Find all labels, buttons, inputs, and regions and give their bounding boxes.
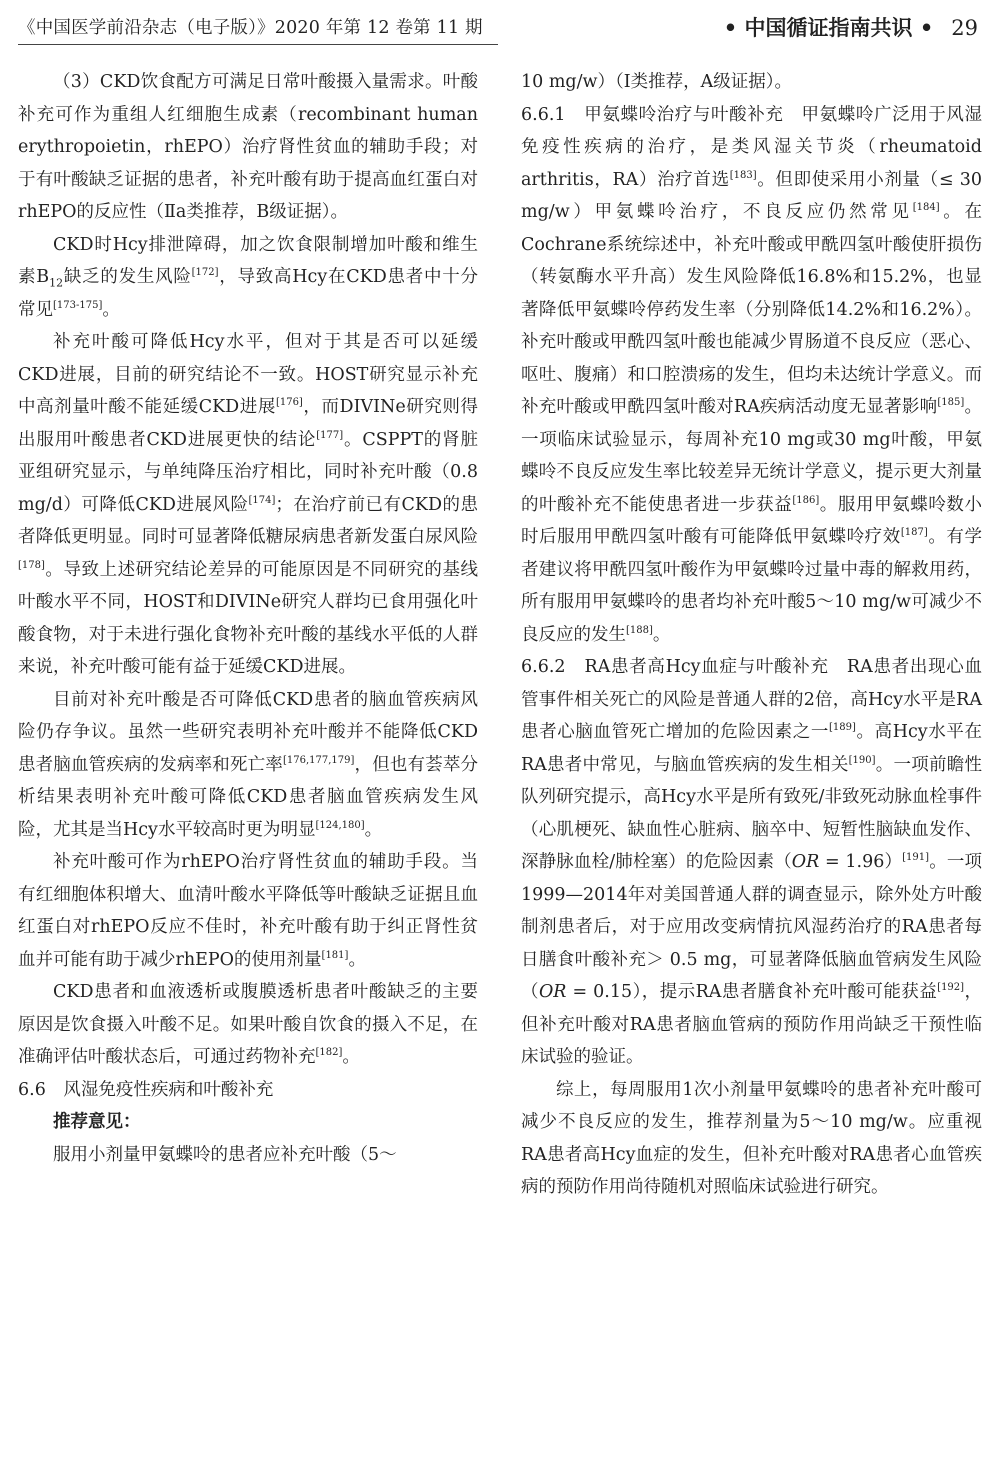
section-heading: 6.6.1 甲氨蝶呤治疗与叶酸补充 甲氨蝶呤广泛用于风湿免疫性疾病的治疗，是类风湿关节炎（rheumatoid arthritis，RA）治疗首选[183]。但即使采用小剂量（≤ 30 mg/w）甲氨蝶呤治疗，不良反应仍然常见[184]。在Cochrane系统综述中，补充叶酸或甲酰四氢叶酸使肝损伤（转氨酶水平升高）发生风险降低16.8%和15.2%，也显著降低甲氨蝶呤停药发生率（分别降低14.2%和16.2%）。补充叶酸或甲酰四氢叶酸也能减少胃肠道不良反应（恶心、呕吐、腹痛）和口腔溃疡的发生，但均未达统计学意义。而补充叶酸或甲酰四氢叶酸对RA疾病活动度无显著影响[185]。一项临床试验显示，每周补充10 mg或30 mg叶酸，甲氨蝶呤不良反应发生率比较差异无统计学意义，提示更大剂量的叶酸补充不能使患者进一步获益[186]。服用甲氨蝶呤数小时后服用甲酰四氢叶酸有可能降低甲氨蝶呤疗效[187]。有学者建议将甲酰四氢叶酸作为甲氨蝶呤过量中毒的解救用药，所有服用甲氨蝶呤的患者均补充叶酸5～10 mg/w可减少不良反应的发生[188]。	[521, 104, 983, 645]
page-number: 29	[951, 16, 978, 40]
paragraph: 补充叶酸可降低Hcy水平，但对于其是否可以延缓CKD进展，目前的研究结论不一致。HOST研究显示补充中高剂量叶酸不能延缓CKD进展[176]，而DIVINe研究则得出服用叶酸患者CKD进展更快的结论[177]。CSPPT的肾脏亚组研究显示，与单纯降压治疗相比，同时补充叶酸（0.8 mg/d）可降低CKD进展风险[174]；在治疗前已有CKD的患者降低更明显。同时可显著降低糖尿病患者新发蛋白尿风险[178]。导致上述研究结论差异的可能原因是不同研究的基线叶酸水平不同，HOST和DIVINe研究人群均已食用强化叶酸食物，对于未进行强化食物补充叶酸的基线水平低的人群来说，补充叶酸可能有益于延缓CKD进展。	[18, 332, 479, 677]
section-heading: 6.6 风湿免疫性疾病和叶酸补充	[18, 1079, 274, 1100]
paragraph: CKD患者和血液透析或腹膜透析患者叶酸缺乏的主要原因是饮食摄入叶酸不足。如果叶酸自饮食的摄入不足，在准确评估叶酸状态后，可通过药物补充[182]。	[18, 982, 478, 1067]
left-column	[18, 66, 478, 1171]
paragraph: 综上，每周服用1次小剂量甲氨蝶呤的患者补充叶酸可减少不良反应的发生，推荐剂量为5～10 mg/w。应重视RA患者高Hcy血症的发生，但补充叶酸对RA患者心血管疾病的预防作用尚待随机对照临床试验进行研究。	[521, 1079, 982, 1197]
paragraph: （3）CKD饮食配方可满足日常叶酸摄入量需求。叶酸补充可作为重组人红细胞生成素（recombinant human erythropoietin，rhEPO）治疗肾性贫血的辅助手段；对于有叶酸缺乏证据的患者，补充叶酸有助于提高血红蛋白对rhEPO的反应性（Ⅱa类推荐，B级证据）。	[18, 72, 478, 222]
paragraph: 补充叶酸可作为rhEPO治疗肾性贫血的辅助手段。当有红细胞体积增大、血清叶酸水平降低等叶酸缺乏证据且血红蛋白对rhEPO反应不佳时，补充叶酸有助于纠正肾性贫血并可能有助于减少rhEPO的使用剂量[181]。	[18, 852, 478, 970]
page-header	[0, 0, 1000, 46]
header-rule	[18, 44, 498, 45]
paragraph: 推荐意见：	[53, 1112, 141, 1132]
paragraph: 10 mg/w）（Ⅰ类推荐，A级证据）。	[521, 72, 793, 92]
section-label	[724, 12, 978, 42]
paragraph: 服用小剂量甲氨蝶呤的患者应补充叶酸（5～	[53, 1144, 397, 1165]
section-heading: 6.6.2 RA患者高Hcy血症与叶酸补充 RA患者出现心血管事件相关死亡的风险是普通人群的2倍，高Hcy水平是RA患者心脑血管死亡增加的危险因素之一[189]。高Hcy水平在RA患者中常见，与脑血管疾病的发生相关[190]。一项前瞻性队列研究提示，高Hcy水平是所有致死/非致死动脉血栓事件（心肌梗死、缺血性心脏病、脑卒中、短暂性脑缺血发作、深静脉血栓/肺栓塞）的危险因素（OR = 1.96）[191]。一项1999—2014年对美国普通人群的调查显示，除外处方叶酸制剂患者后，对于应用改变病情抗风湿药治疗的RA患者每日膳食叶酸补充＞ 0.5 mg，可显著降低脑血管病发生风险（OR = 0.15），提示RA患者膳食补充叶酸可能获益[192]，但补充叶酸对RA患者脑血管病的预防作用尚缺乏干预性临床试验的验证。	[521, 657, 983, 1067]
section-title: • 中国循证指南共识 •	[723, 16, 934, 40]
paragraph: 目前对补充叶酸是否可降低CKD患者的脑血管疾病风险仍存争议。虽然一些研究表明补充叶酸并不能降低CKD患者脑血管疾病的发病率和死亡率[176,177,179]，但也有荟萃分析结果表明补充叶酸可降低CKD患者脑血管疾病发生风险，尤其是当Hcy水平较高时更为明显[124,180]。	[18, 689, 479, 840]
right-column	[521, 66, 982, 1204]
paragraph: CKD时Hcy排泄障碍，加之饮食限制增加叶酸和维生素$B_{12}$缺乏的发生风险[172]，导致高Hcy在CKD患者中十分常见[173-175]。	[18, 234, 478, 320]
journal-title: 《中国医学前沿杂志（电子版）》2020 年第 12 卷第 11 期	[18, 18, 483, 38]
